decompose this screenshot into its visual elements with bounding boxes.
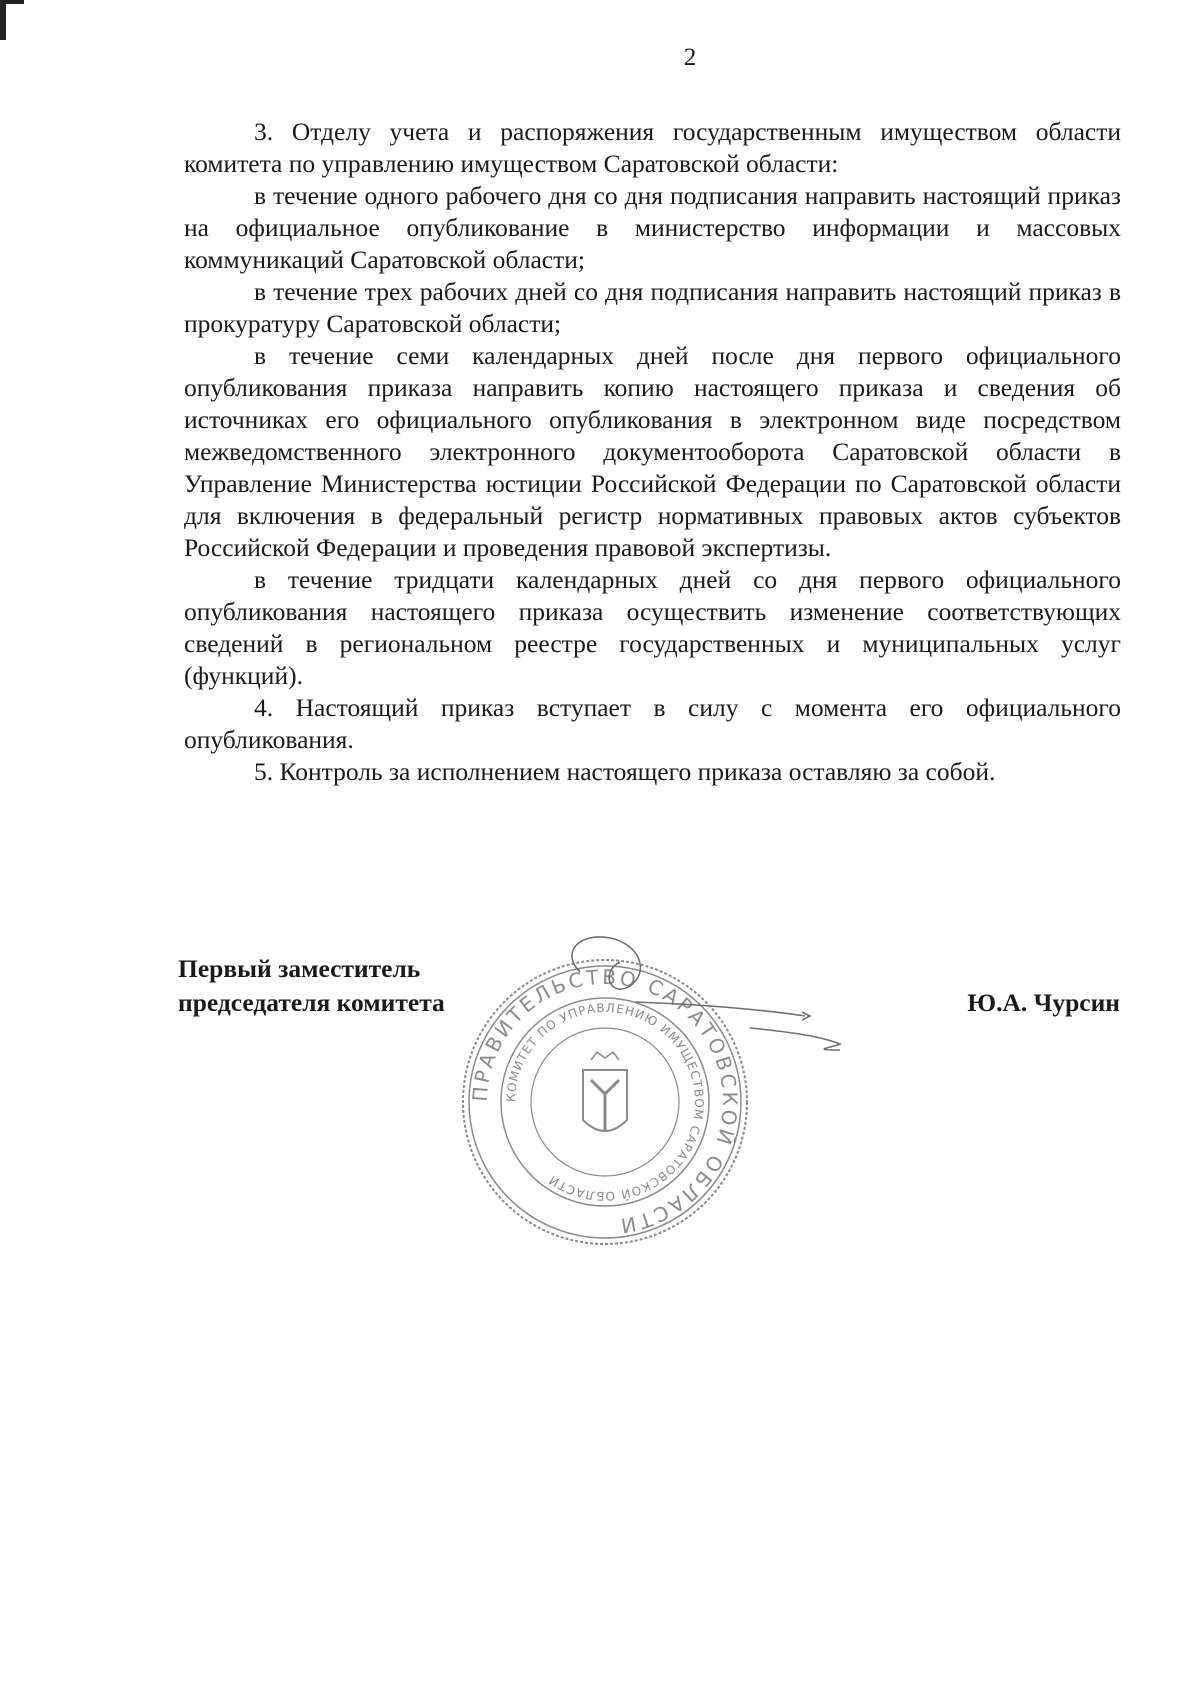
scan-edge-mark	[0, 0, 6, 40]
handwritten-signature	[540, 932, 960, 1052]
paragraph-item-3: 3. Отделу учета и распоряжения государственным имуществом области комитета по управлению имуществом Саратовской области:	[184, 117, 1121, 178]
signatory-title-line2: председателя комитета	[178, 988, 445, 1017]
seal-inner-text: КОМИТЕТ ПО УПРАВЛЕНИЮ ИМУЩЕСТВОМ САРАТОВСКОЙ ОБЛАСТИ	[503, 1000, 707, 1204]
paragraph-registry: в течение семи календарных дней после дня первого официального опубликования приказа направить копию настоящего приказа и сведения об источниках его официального опубликования в электронном виде посредством межведомственного электронного документооборота Саратовской области в Управление Министерства юстиции Российской Федерации по Саратовской области для включения в федеральный регистр нормативных правовых актов субъектов Российской Федерации и проведения правовой экспертизы.	[184, 341, 1121, 562]
signatory-title-line1: Первый заместитель	[178, 954, 421, 983]
scan-edge-mark-top	[0, 0, 24, 4]
signature-block	[0, 952, 1200, 1252]
document-body	[184, 116, 1121, 788]
seal-emblem	[583, 1052, 627, 1131]
signatory-name: Ю.А. Чурсин	[967, 988, 1120, 1017]
paragraph-item-5: 5. Контроль за исполнением настоящего приказа оставляю за собой.	[254, 757, 996, 786]
page-number: 2	[683, 44, 697, 71]
paragraph-prosecutor: в течение трех рабочих дней со дня подписания направить настоящий приказ в прокуратуру Саратовской области;	[184, 277, 1121, 338]
paragraph-publication: в течение одного рабочего дня со дня подписания направить настоящий приказ на официальное опубликование в министерство информации и массовых коммуникаций Саратовской области;	[184, 181, 1121, 274]
seal-outer-text: ПРАВИТЕЛЬСТВО САРАТОВСКОЙ ОБЛАСТИ	[467, 964, 743, 1239]
paragraph-item-4: 4. Настоящий приказ вступает в силу с момента его официального опубликования.	[184, 693, 1121, 754]
paragraph-services-registry: в течение тридцати календарных дней со дня первого официального опубликования настоящего приказа осуществить изменение соответствующих сведений в региональном реестре государственных и муниципальных услуг (функций).	[184, 565, 1121, 690]
